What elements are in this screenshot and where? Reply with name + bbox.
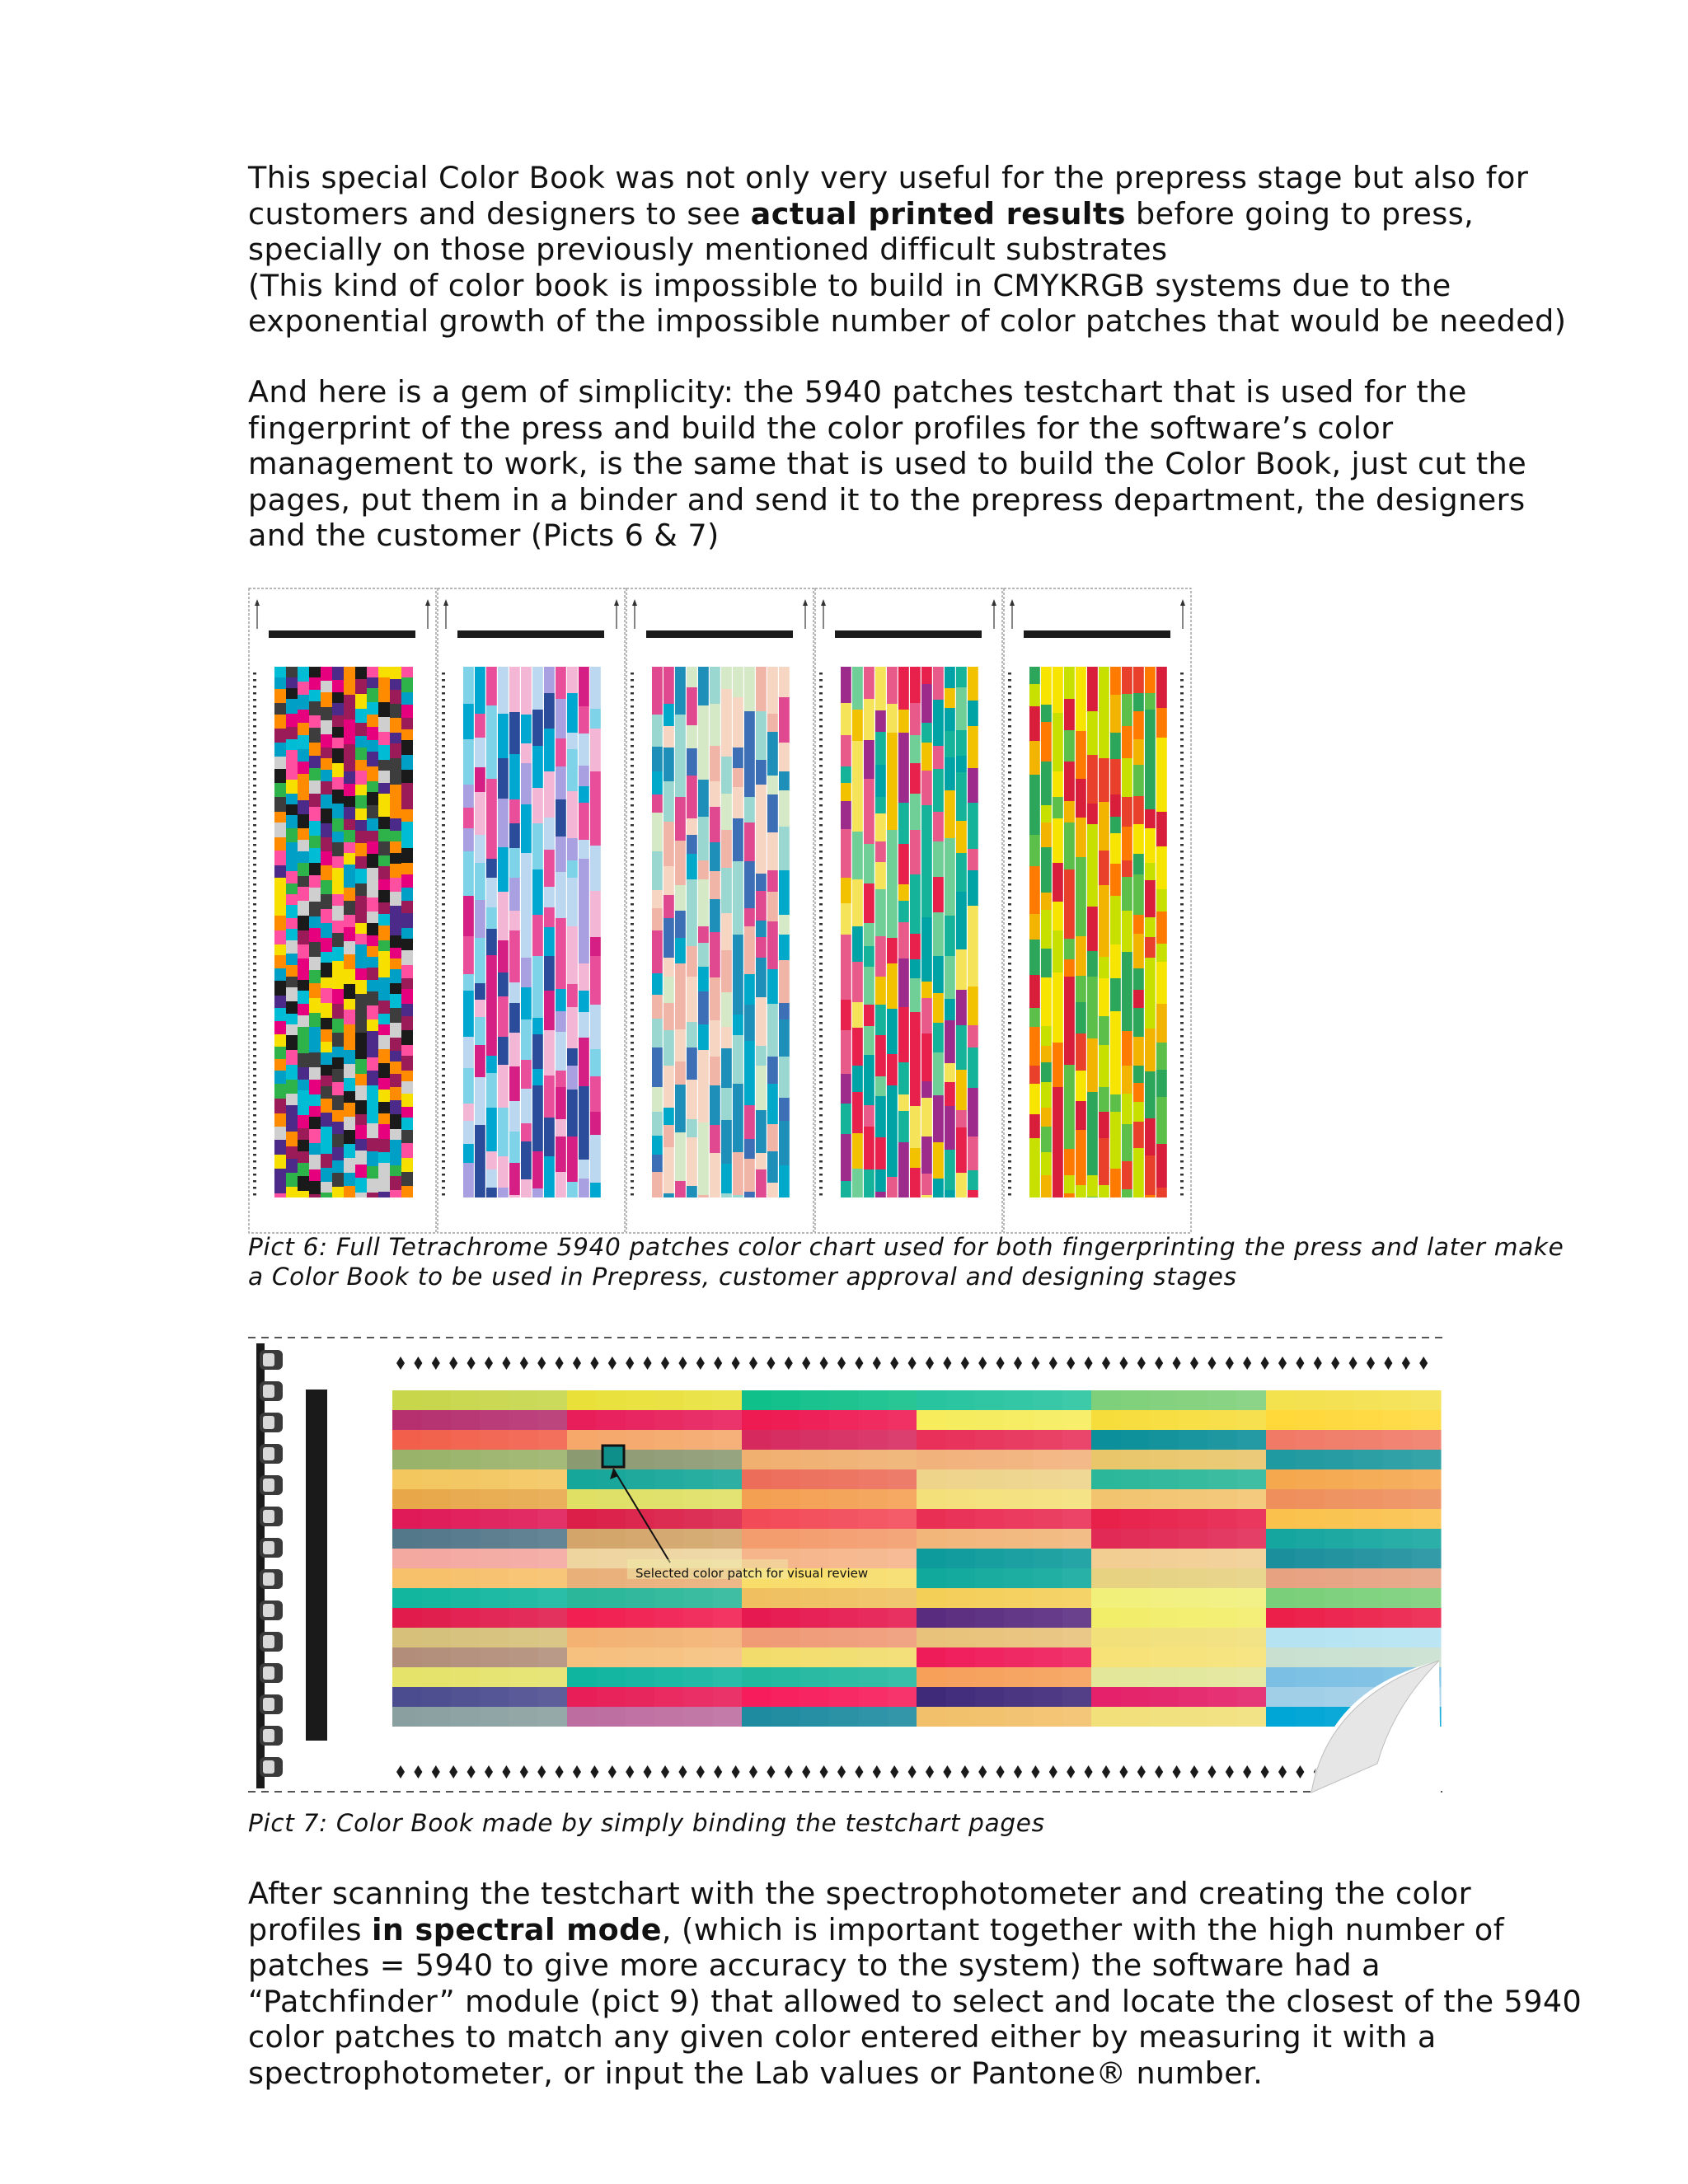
patch-row: [392, 1707, 1442, 1727]
paragraph-spectral-mode: [248, 1876, 1583, 2091]
patch-row: [392, 1489, 1442, 1509]
patch-row: [392, 1450, 1442, 1469]
patch-row: [392, 1588, 1442, 1608]
pict6-caption: Pict 6: Full Tetrachrome 5940 patches color chart used for both fingerprinting the press and later make a Color Book to be used in Prepress, customer approval and designing stages: [248, 1233, 1564, 1291]
p3-text-a: After scanning the testchart with the spectrophotometer and creating the color profiles: [248, 1876, 1472, 1947]
pict7-colorbook-figure: [248, 1335, 1443, 1795]
p3-text-b: , (which is important together with the high number of patches = 5940 to give more accuracy to the system) the software had a “Patchfinder” module (pict 9) that allowed to select and locate the closest of the 5940 color patches to match any given color entered either by measuring it with a spectrophotometer, or input the Lab values or Pantone® number.: [248, 1911, 1582, 2091]
testchart-page: [438, 588, 625, 1233]
patch-row: [392, 1469, 1442, 1489]
paragraph-gem-of-simplicity: And here is a gem of simplicity: the 5940 patches testchart that is used for the fingerprint of the press and build the color profiles for the software’s color management to work, is the same that is used to build the Color Book, just cut the pages, put them in a binder and send it to the prepress department, the designers and the customer (Picts 6 & 7): [248, 374, 1527, 553]
patch-row: [392, 1549, 1442, 1568]
p1-text-b: before going to press, specially on those previously mentioned difficult substrates: [248, 195, 1475, 267]
p3-bold-phrase: in spectral mode: [371, 1911, 662, 1947]
p1-text-a: This special Color Book was not only very useful for the prepress stage but also for customers and designers to see: [248, 160, 1529, 232]
p1-text-c: (This kind of color book is impossible to build in CMYKRGB systems due to the exponential growth of the impossible number of color patches that would be needed): [248, 267, 1567, 339]
testchart-pages: [249, 588, 1191, 1233]
patch-row: [392, 1390, 1442, 1410]
testchart-page: [249, 588, 436, 1233]
patch-row: [392, 1509, 1442, 1529]
patch-row: [392, 1608, 1442, 1628]
patch-row: [392, 1568, 1442, 1588]
selected-patch-callout: Selected color patch for visual review: [635, 1566, 869, 1581]
testchart-page: [815, 588, 1002, 1233]
testchart-page: [1004, 588, 1191, 1233]
patch-row: [392, 1647, 1442, 1667]
patch-row: [392, 1430, 1442, 1450]
p1-bold-phrase: actual printed results: [750, 195, 1126, 232]
patch-row: [392, 1628, 1442, 1647]
paragraph-intro: [248, 160, 1583, 340]
patch-row: [392, 1529, 1442, 1549]
patch-row: [392, 1687, 1442, 1707]
patch-row: [392, 1667, 1442, 1687]
colorbook-patch-rows: [392, 1390, 1442, 1727]
pict7-caption: Pict 7: Color Book made by simply binding the testchart pages: [248, 1809, 1045, 1837]
testchart-page: [626, 588, 814, 1233]
patch-row: [392, 1410, 1442, 1430]
pict6-testchart-figure: [248, 588, 1193, 1234]
